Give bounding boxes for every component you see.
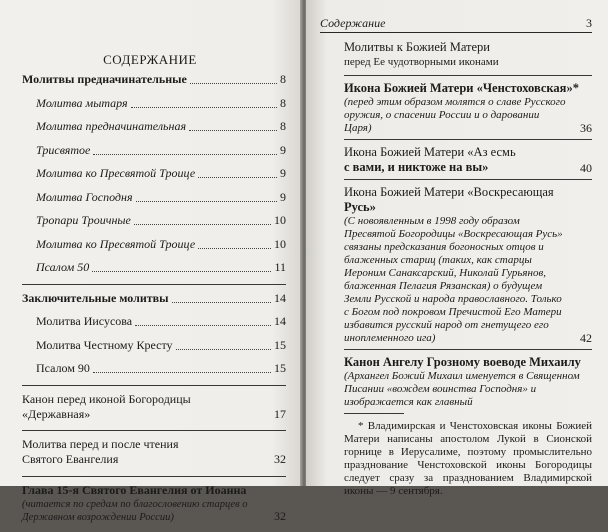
toc-entry-page: 10: [274, 236, 286, 251]
toc-entry-text-line2: «Державная»: [22, 406, 91, 421]
right-page: [306, 0, 608, 497]
toc-entry: [22, 260, 286, 275]
toc-entry-page: 32: [274, 452, 286, 466]
running-head: Содержание: [320, 16, 386, 30]
divider: [22, 284, 286, 285]
toc-entry-page: 8: [280, 72, 286, 86]
toc-entry-text: Канон Ангелу Грозному воеводе Михаилу: [344, 355, 581, 369]
toc-entry-text: Псалом 50: [36, 260, 90, 274]
toc-entry: [22, 119, 286, 134]
toc-entry: [22, 213, 286, 228]
toc-entry: [22, 143, 286, 158]
toc-entry-page: 36: [580, 121, 592, 135]
divider: [344, 349, 592, 350]
footnote: * Владимирская и Ченстоховская иконы Божией Матери написаны апостолом Лукой в Сионской горнице в Иерусалиме, поэтому промыслительно празднование Ченстоховской иконы Богородицы следует сразу за празднованием Владимирской иконы — 9 сентября.: [344, 420, 592, 497]
page-number: 3: [586, 16, 592, 30]
toc-entry: [22, 437, 286, 467]
toc-entry-page: 9: [280, 142, 286, 157]
toc-entry-page: 32: [274, 508, 286, 523]
toc-entry-text: Молитва мытаря: [36, 95, 128, 110]
section-heading: [344, 40, 592, 69]
footnote-rule: [344, 413, 404, 414]
toc-entry-page: 17: [274, 406, 286, 421]
divider: [22, 385, 286, 386]
toc-entry: [22, 72, 286, 87]
toc-entry-text: Икона Божией Матери «Ченстоховская»: [344, 81, 573, 95]
toc-entry-text: Икона Божией Матери «Воскресающая: [344, 185, 554, 199]
toc-entry-text: Канон перед иконой Богородицы: [22, 391, 191, 406]
toc-entry-page: 11: [274, 260, 286, 274]
toc-entry-note: (Архангел Божий Михаил именуется в Священном Писании «вождем воинства Господня» и изображается как главный: [344, 370, 580, 408]
section-title-line2: перед Ее чудотворными иконами: [344, 56, 499, 68]
toc-entry-text: Трисвятое: [36, 142, 91, 157]
running-header: [320, 16, 592, 33]
toc-entry: [22, 314, 286, 329]
toc-entry-text: Заключительные молитвы: [22, 290, 169, 305]
toc-entry-page: 8: [280, 95, 286, 110]
divider: [22, 430, 286, 431]
contents-list: [22, 72, 286, 532]
toc-entry: [22, 166, 286, 181]
toc-entry-text-line2: Святого Евангелия: [22, 452, 119, 466]
toc-entry-text: Молитва Господня: [36, 189, 133, 204]
divider: [344, 179, 592, 180]
toc-entry: [22, 96, 286, 111]
left-page: [0, 0, 302, 523]
toc-entry: [22, 291, 286, 306]
toc-entry-page: 8: [280, 119, 286, 133]
toc-entry-text: Молитва ко Пресвятой Троице: [36, 236, 196, 251]
divider: [22, 476, 286, 477]
footnote-mark: *: [572, 81, 579, 95]
toc-entry-note: (С новоявленным в 1998 году образом Пресвятой Богородицы «Воскресающая Русь» связаны предсказания богоносных отцов и блаженных стариц (таких, как старцы Иероним Санаксарский, Николай Гурьянов, блаженная Пелагия Рязанская) о будущем Земли Русской и народа православного. Только с Богом под покровом Пречистой Его Матери избавится русский народ от гнетущего его иноплеменного ига): [344, 215, 563, 344]
toc-entry: [22, 338, 286, 353]
toc-entry-text: Тропари Троичные: [36, 213, 131, 227]
toc-entry-text: Молитва Честному Кресту: [36, 337, 173, 352]
toc-entry-text: Молитва перед и после чтения: [22, 437, 179, 451]
toc-entry-page: 10: [274, 213, 286, 227]
toc-entry: [344, 355, 592, 409]
toc-entry-text: Молитвы предначинательные: [22, 72, 187, 86]
toc-entry: [22, 483, 286, 524]
toc-entry-note: (перед этим образом молятся о славе Русского оружия, о спасении России и о даровании Царя): [344, 96, 566, 134]
section-title-line1: Молитвы к Божией Матери: [344, 40, 490, 54]
toc-entry-text: Икона Божией Матери «Аз есмь: [344, 145, 516, 159]
toc-entry: [344, 145, 592, 175]
toc-entry-page: 42: [580, 331, 592, 345]
toc-entry-page: 40: [580, 161, 592, 175]
toc-entry-page: 9: [280, 189, 286, 204]
toc-entry-page: 15: [274, 337, 286, 352]
contents-title: СОДЕРЖАНИЕ: [103, 52, 197, 67]
right-contents: [344, 40, 592, 498]
toc-entry-page: 15: [274, 361, 286, 375]
toc-entry-page: 14: [274, 290, 286, 305]
toc-entry-text: Глава 15-я Святого Евангелия от Иоанна: [22, 482, 247, 497]
toc-entry-text: Молитва ко Пресвятой Троице: [36, 166, 196, 180]
divider: [344, 139, 592, 140]
toc-entry: [22, 361, 286, 376]
toc-entry: [22, 392, 286, 422]
toc-entry-page: 9: [280, 166, 286, 180]
toc-entry-text: Молитва Иисусова: [36, 314, 133, 328]
toc-entry-text-line2: Русь»: [344, 200, 376, 214]
toc-entry-text: Молитва предначинательная: [36, 119, 187, 133]
toc-entry-page: 14: [274, 314, 286, 328]
toc-entry-text-line2: с вами, и никтоже на вы»: [344, 160, 489, 174]
toc-entry: [22, 237, 286, 252]
toc-entry-note: (читается по средам по благословению старцев о Державном возрождении России): [22, 498, 248, 523]
toc-entry: [344, 81, 592, 135]
divider: [344, 75, 592, 76]
toc-entry-text: Псалом 90: [36, 361, 90, 375]
toc-entry: [344, 185, 592, 345]
toc-entry: [22, 190, 286, 205]
